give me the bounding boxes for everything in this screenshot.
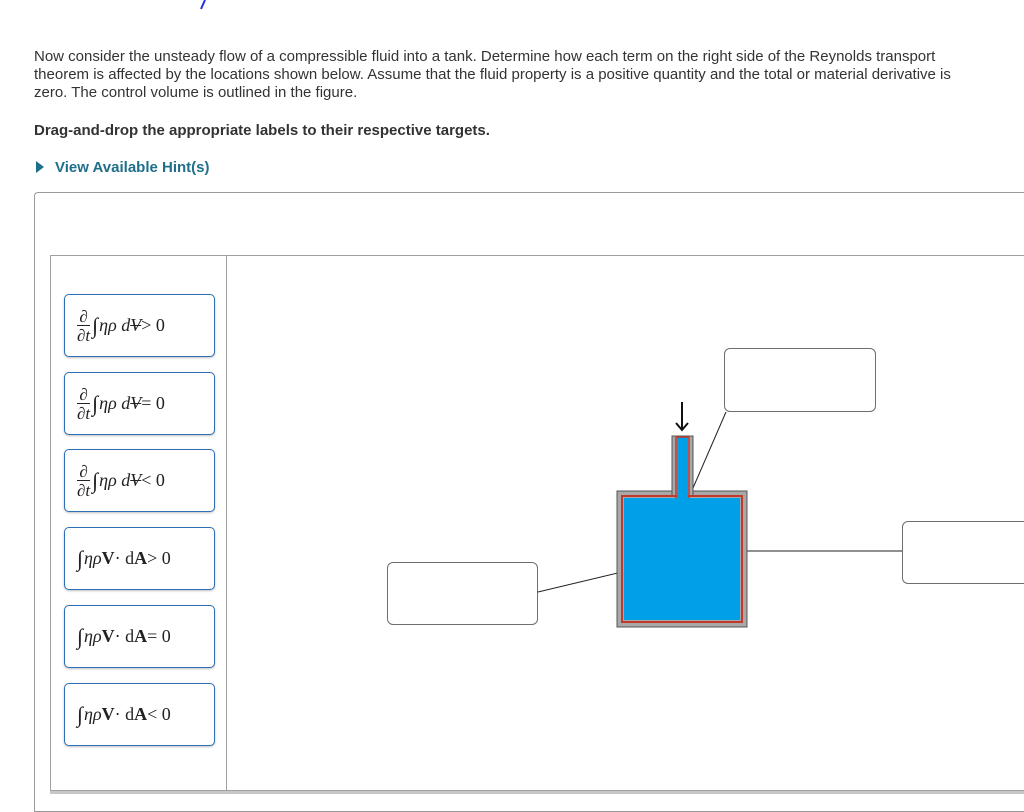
tank-fluid (624, 498, 740, 620)
label-flux-positive[interactable]: ∫ ηρ V · d A > 0 (64, 527, 215, 590)
view-hints-label: View Available Hint(s) (55, 158, 210, 176)
label-time-derivative-zero[interactable]: $\frac{\partial}{\partial t}$ ∫ ηρ d V = 0 (64, 372, 215, 435)
inlet-fluid (677, 437, 688, 499)
drop-target-tank-interior[interactable] (387, 562, 538, 625)
leader-line-inlet (693, 412, 726, 488)
question-prompt: Now consider the unsteady flow of a compressible fluid into a tank. Determine how each term on the right side of the Reynolds transport theorem is affected by the locations shown below. Assume that the fluid property is a positive quantity and the total or material derivative is zero. The control volume is outlined in the figure. (34, 48, 951, 101)
label-time-derivative-positive[interactable]: $\frac{\partial}{\partial t}$ ∫ ηρ d V > 0 (64, 294, 215, 357)
label-time-derivative-negative[interactable]: $\frac{\partial}{\partial t}$ ∫ ηρ d V < 0 (64, 449, 215, 512)
drag-drop-instruction: Drag-and-drop the appropriate labels to their respective targets. (34, 122, 490, 139)
arrow-down-icon (676, 402, 688, 430)
label-flux-zero[interactable]: ∫ ηρ V · d A = 0 (64, 605, 215, 668)
drop-target-inlet[interactable] (724, 348, 876, 412)
label-flux-negative[interactable]: ∫ ηρ V · d A < 0 (64, 683, 215, 746)
drop-target-tank-wall[interactable] (902, 521, 1024, 584)
